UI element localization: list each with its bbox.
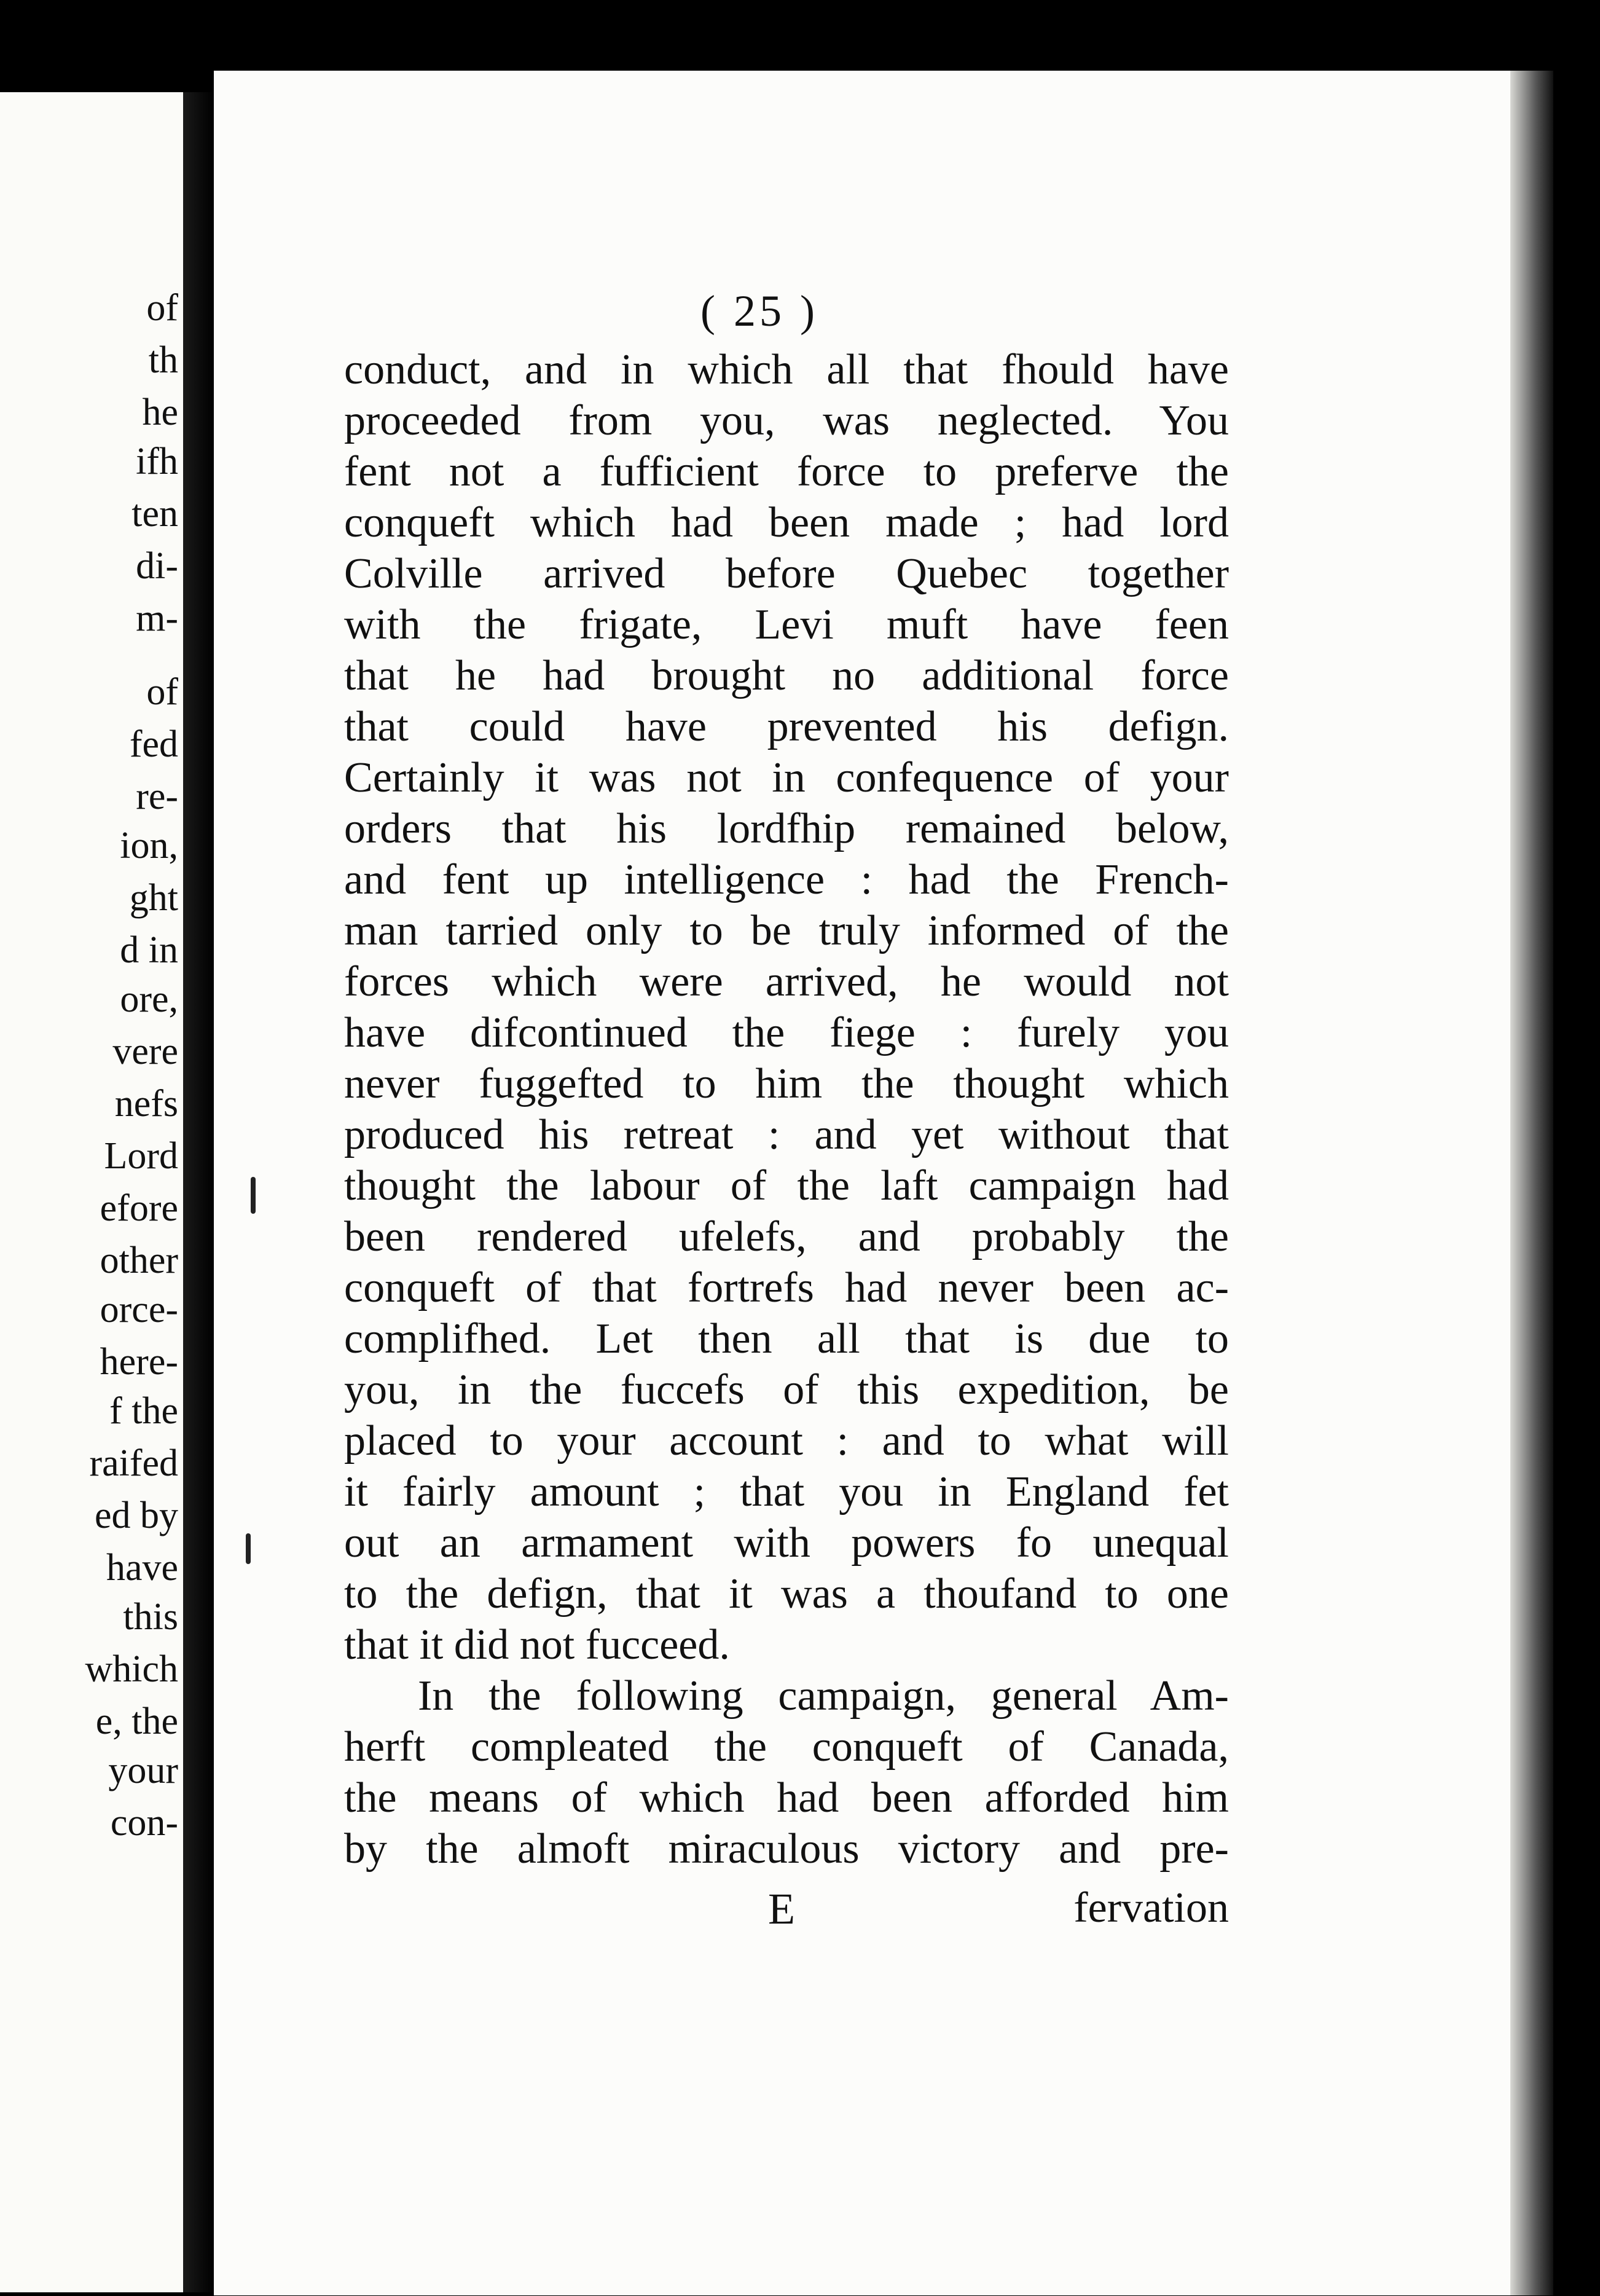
book-gutter bbox=[183, 92, 214, 2292]
facing-page-left bbox=[0, 92, 183, 2292]
stray-mark bbox=[251, 1177, 256, 1214]
text-line: the means of which had been afforded him bbox=[344, 1774, 1229, 1822]
text-line: conqueft which had been made ; had lord bbox=[344, 499, 1229, 546]
text-line: proceeded from you, was neglected. You bbox=[344, 397, 1229, 444]
left-page-fragment: d in bbox=[120, 929, 178, 971]
catchword: fervation bbox=[1073, 1884, 1229, 1932]
left-page-fragment: which bbox=[85, 1648, 178, 1690]
left-page-fragment: ore, bbox=[120, 978, 178, 1020]
left-page-fragment: this bbox=[123, 1596, 178, 1638]
page-footer bbox=[344, 1884, 1229, 1939]
paragraph bbox=[344, 1670, 1229, 1874]
page-number: ( 25 ) bbox=[700, 286, 818, 336]
text-line: produced his retreat : and yet without that bbox=[344, 1111, 1229, 1158]
page-edge-shadow bbox=[1510, 71, 1553, 2295]
left-page-fragment: efore bbox=[100, 1187, 178, 1229]
text-line: conduct, and in which all that fhould have bbox=[344, 346, 1229, 393]
signature-mark: E bbox=[768, 1884, 795, 1933]
text-line: Certainly it was not in confequence of your bbox=[344, 754, 1229, 801]
text-line: that could have prevented his defign. bbox=[344, 703, 1229, 750]
left-page-fragment: here- bbox=[100, 1341, 178, 1383]
text-line: that it did not fucceed. bbox=[344, 1621, 730, 1669]
left-page-fragment: other bbox=[100, 1240, 178, 1281]
text-line: with the frigate, Levi muft have feen bbox=[344, 601, 1229, 648]
text-line: been rendered ufelefs, and probably the bbox=[344, 1213, 1229, 1260]
left-page-fragment: he bbox=[142, 391, 178, 433]
text-line: you, in the fuccefs of this expedition, be bbox=[344, 1366, 1229, 1413]
text-line: never fuggefted to him the thought which bbox=[344, 1060, 1229, 1107]
text-line: have difcontinued the fiege : furely you bbox=[344, 1009, 1229, 1056]
text-line: to the defign, that it was a thoufand to one bbox=[344, 1570, 1229, 1618]
left-page-fragment: raifed bbox=[89, 1442, 178, 1484]
left-page-fragment: of bbox=[146, 671, 178, 713]
left-page-fragment: have bbox=[106, 1547, 178, 1589]
left-page-fragment: of bbox=[146, 287, 178, 329]
text-line: herft compleated the conqueft of Canada, bbox=[344, 1723, 1229, 1771]
text-line: forces which were arrived, he would not bbox=[344, 958, 1229, 1005]
left-page-fragment: f the bbox=[109, 1390, 178, 1432]
text-line: man tarried only to be truly informed of the bbox=[344, 907, 1229, 954]
left-page-fragment: di- bbox=[136, 545, 178, 587]
left-page-fragment: Lord bbox=[104, 1135, 178, 1177]
body-text bbox=[344, 344, 1229, 1874]
text-line: by the almoft miraculous victory and pre- bbox=[344, 1825, 1229, 1873]
left-page-fragment: nefs bbox=[114, 1083, 178, 1125]
stray-mark bbox=[246, 1533, 251, 1564]
left-page-fragment: orce- bbox=[100, 1289, 178, 1331]
text-line: In the following campaign, general Am- bbox=[418, 1672, 1229, 1720]
text-line: out an armament with powers fo unequal bbox=[344, 1519, 1229, 1567]
left-page-fragment: re- bbox=[136, 776, 178, 817]
left-page-fragment: m- bbox=[136, 597, 178, 639]
text-line: complifhed. Let then all that is due to bbox=[344, 1315, 1229, 1362]
left-page-fragment: ion, bbox=[120, 825, 178, 867]
text-line: and fent up intelligence : had the French- bbox=[344, 856, 1229, 903]
text-line: conqueft of that fortrefs had never been ac- bbox=[344, 1264, 1229, 1311]
text-line: orders that his lordfhip remained below, bbox=[344, 805, 1229, 852]
text-line: that he had brought no additional force bbox=[344, 652, 1229, 699]
text-line: it fairly amount ; that you in England fet bbox=[344, 1468, 1229, 1516]
left-page-fragment: ed by bbox=[94, 1495, 178, 1536]
left-page-fragment: ght bbox=[129, 877, 178, 919]
text-line: thought the labour of the laft campaign had bbox=[344, 1162, 1229, 1209]
left-page-fragment: e, the bbox=[95, 1700, 178, 1742]
left-page-fragment: fed bbox=[129, 723, 178, 765]
left-page-fragment: your bbox=[108, 1750, 178, 1791]
text-line: fent not a fufficient force to preferve the bbox=[344, 448, 1229, 495]
left-page-fragment: vere bbox=[112, 1031, 178, 1072]
text-line: placed to your account : and to what will bbox=[344, 1417, 1229, 1464]
left-page-fragment: th bbox=[148, 339, 178, 381]
left-page-fragment: ten bbox=[131, 493, 178, 535]
left-page-fragment: con- bbox=[110, 1802, 178, 1844]
text-line: Colville arrived before Quebec together bbox=[344, 550, 1229, 597]
paragraph bbox=[344, 344, 1229, 1670]
left-page-fragment: ifh bbox=[136, 441, 178, 482]
